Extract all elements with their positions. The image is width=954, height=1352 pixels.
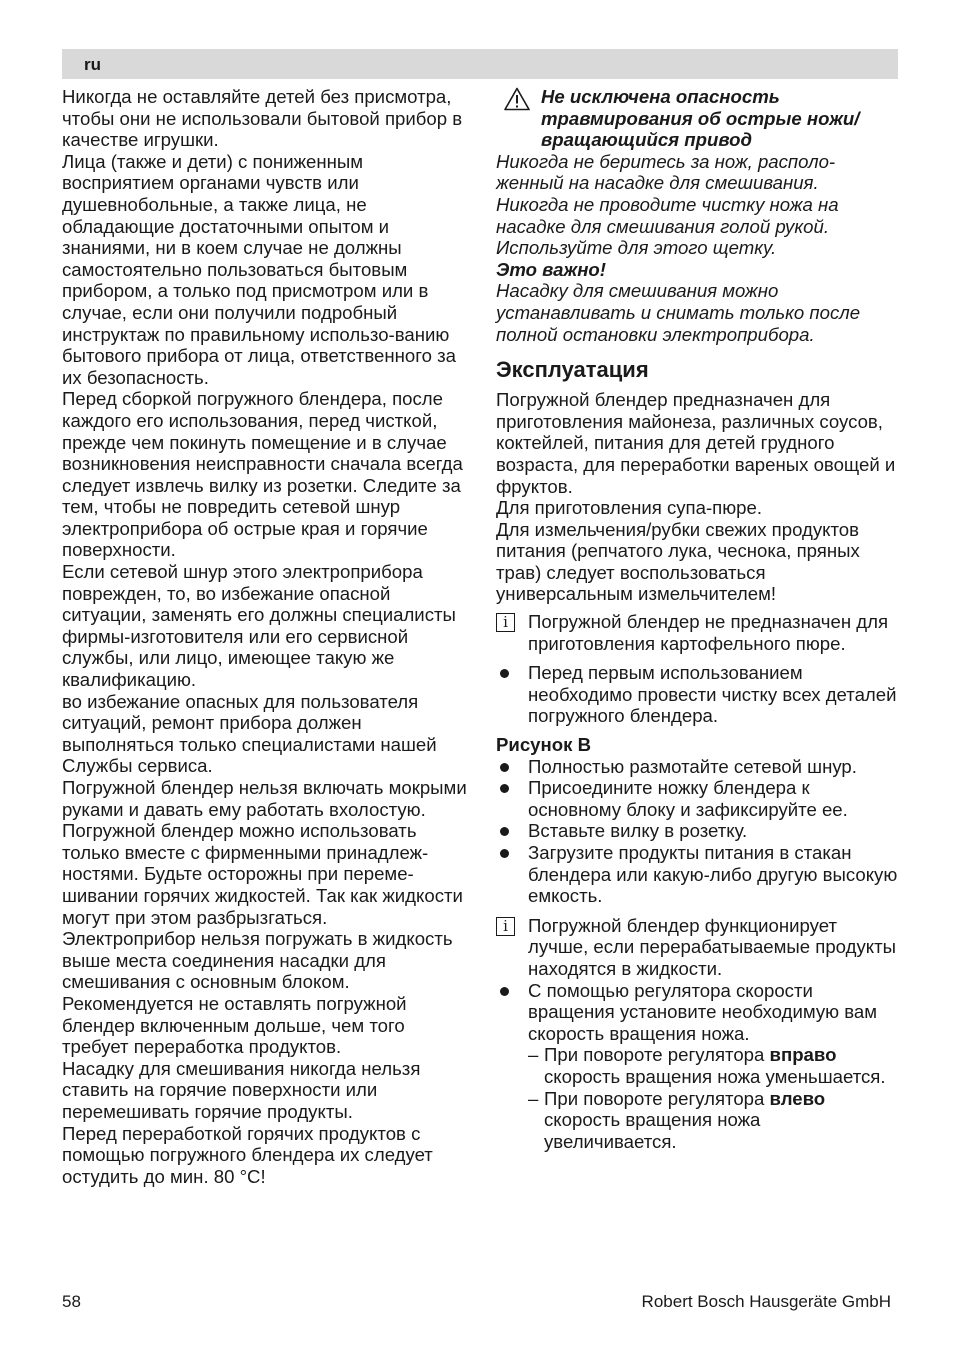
paragraph-unplug-before: Перед сборкой погружного блендера, после каждого его использования, перед чисткой, прежде чем покинуть помещение и в случае возникновения неисправности сначала всегда следует извлечь вилку из розетки. Следите за тем, чтобы не повредить сетевой шнур электроприбора об острые края и горячие поверхности.: [62, 388, 463, 561]
info-note-potatoes: [496, 611, 898, 654]
step-item: [496, 820, 898, 842]
dash-mark: –: [528, 1087, 539, 1109]
important-label: Это важно!: [496, 258, 606, 280]
step-text: Полностью размотайте сетевой шнур.: [528, 755, 857, 777]
dash-text-post: скорость вращения ножа уменьшается.: [544, 1065, 886, 1087]
info-note-text: Погружной блендер не предназначен для приготовления картофельного пюре.: [528, 611, 889, 654]
intro-chopping: Для измельчения/рубки свежих продуктов питания (репчатого лука, чеснока, пряных трав) следует воспользоваться универсальным измельчителем!: [496, 518, 860, 605]
paragraph-run-time: Рекомендуется не оставлять погружной блендер включенным дольше, чем того требует переработка продуктов.: [62, 992, 407, 1058]
step-item: [496, 842, 898, 907]
paragraph-damaged-cord: Если сетевой шнур этого электроприбора поврежден, то, во избежание опасной ситуации, заменять его должны специалисты фирмы-изготовителя или его сервисной службы, или лицо, имеющее такую же квалификацию.: [62, 561, 456, 691]
step-item: [496, 777, 898, 820]
language-header-bar: [62, 49, 898, 79]
warning-text-knife: Никогда не беритесь за нож, располо-женный на насадке для смешивания.: [496, 150, 836, 194]
important-text: Насадку для смешивания можно устанавливать и снимать только после полной остановки электроприбора.: [496, 280, 861, 345]
step-text: Вставьте вилку в розетку.: [528, 820, 748, 842]
step-text: Присоедините ножку блендера к основному блоку и зафиксируйте ее.: [528, 777, 848, 820]
info-note-liquid: [496, 915, 898, 980]
bullet-first-use: [496, 662, 898, 727]
warning-triangle-icon: [504, 87, 530, 111]
step-item: [496, 756, 898, 778]
paragraph-hot-surfaces: Насадку для смешивания никогда нельзя ставить на горячие поверхности или перемешивать горячие продукты.: [62, 1057, 421, 1122]
info-icon: i: [496, 917, 515, 936]
warning-block: [496, 86, 898, 151]
dash-text-bold: влево: [769, 1087, 826, 1109]
warning-text-cleaning: Никогда не проводите чистку ножа на насадке для смешивания голой рукой. Используйте для этого щетку.: [496, 193, 839, 259]
dash-text: [544, 1088, 898, 1153]
paragraph-children-supervision: Никогда не оставляйте детей без присмотра, чтобы они не использовали бытовой прибор в качестве игрушки.: [62, 86, 463, 151]
bullet-text: Перед первым использованием необходимо провести чистку всех деталей погружного блендера.: [528, 662, 897, 727]
paragraph-repairs-service: во избежание опасных для пользователя ситуаций, ремонт прибора должен выполняться только специалистами нашей Службы сервиса.: [62, 690, 437, 777]
section-title-operation: Эксплуатация: [496, 357, 649, 383]
page-number: 58: [62, 1292, 81, 1311]
dash-mark: –: [528, 1044, 539, 1066]
language-code: ru: [84, 55, 101, 74]
info-note-text: Погружной блендер функционирует лучше, если перерабатываемые продукты находятся в жидкости.: [528, 914, 896, 979]
paragraph-reduced-abilities: Лица (также и дети) с пониженным восприятием органами чувств или душевнобольные, а также лица, не обладающие достаточными опытом и знаниями, ни в коем случае не должны самостоятельно пользоваться бытовым прибором, а только под присмотром или в случае, если они получили подробный инструктаж по правильному использо-ванию бытового прибора от лица, ответственного за их безопасность.: [62, 150, 456, 388]
intro-purpose: Погружной блендер предназначен для приготовления майонеза, различных соусов, коктейлей, питания для детей грудного возраста, для переработки вареных овощей и фруктов.: [496, 389, 896, 497]
bullet-text: С помощью регулятора скорости вращения установите необходимую вам скорость вращения ножа.: [528, 979, 878, 1044]
dash-text-post: скорость вращения ножа увеличивается.: [544, 1109, 761, 1152]
figure-label: Рисунок B: [496, 734, 592, 756]
dash-item-right: [496, 1044, 898, 1087]
paragraph-cool-hot-food: Перед переработкой горячих продуктов с помощью погружного блендера их следует остудить до мин. 80 °C!: [62, 1122, 433, 1187]
bullet-speed-control: [496, 980, 898, 1045]
dash-text-pre: При повороте регулятора: [544, 1044, 770, 1066]
info-icon: i: [496, 613, 515, 632]
warning-title: Не исключена опасность травмирования об острые ножи/ вращающийся привод: [541, 86, 860, 151]
dash-text: [544, 1044, 898, 1087]
paragraph-wet-hands: Погружной блендер нельзя включать мокрыми руками и давать ему работать вхолостую.: [62, 777, 467, 820]
intro-soup: Для приготовления супа-пюре.: [496, 497, 763, 519]
dash-item-left: [496, 1088, 898, 1153]
dash-text-bold: вправо: [769, 1044, 837, 1066]
step-text: Загрузите продукты питания в стакан блендера или какую-либо другую высокую емкость.: [528, 842, 898, 907]
right-column: [496, 86, 898, 1152]
paragraph-immersion-depth: Электроприбор нельзя погружать в жидкость выше места соединения насадки для смешивания с основным блоком.: [62, 928, 453, 993]
left-column: [62, 86, 472, 1187]
paragraph-accessories: Погружной блендер можно использовать только вместе с фирменными принадлеж-ностями. Будьте осторожны при переме-шивании горячих жидкостей. Так как жидкости могут при этом разбрызгаться.: [62, 820, 463, 928]
footer-company: Robert Bosch Hausgeräte GmbH: [641, 1292, 891, 1311]
dash-text-pre: При повороте регулятора: [544, 1087, 770, 1109]
